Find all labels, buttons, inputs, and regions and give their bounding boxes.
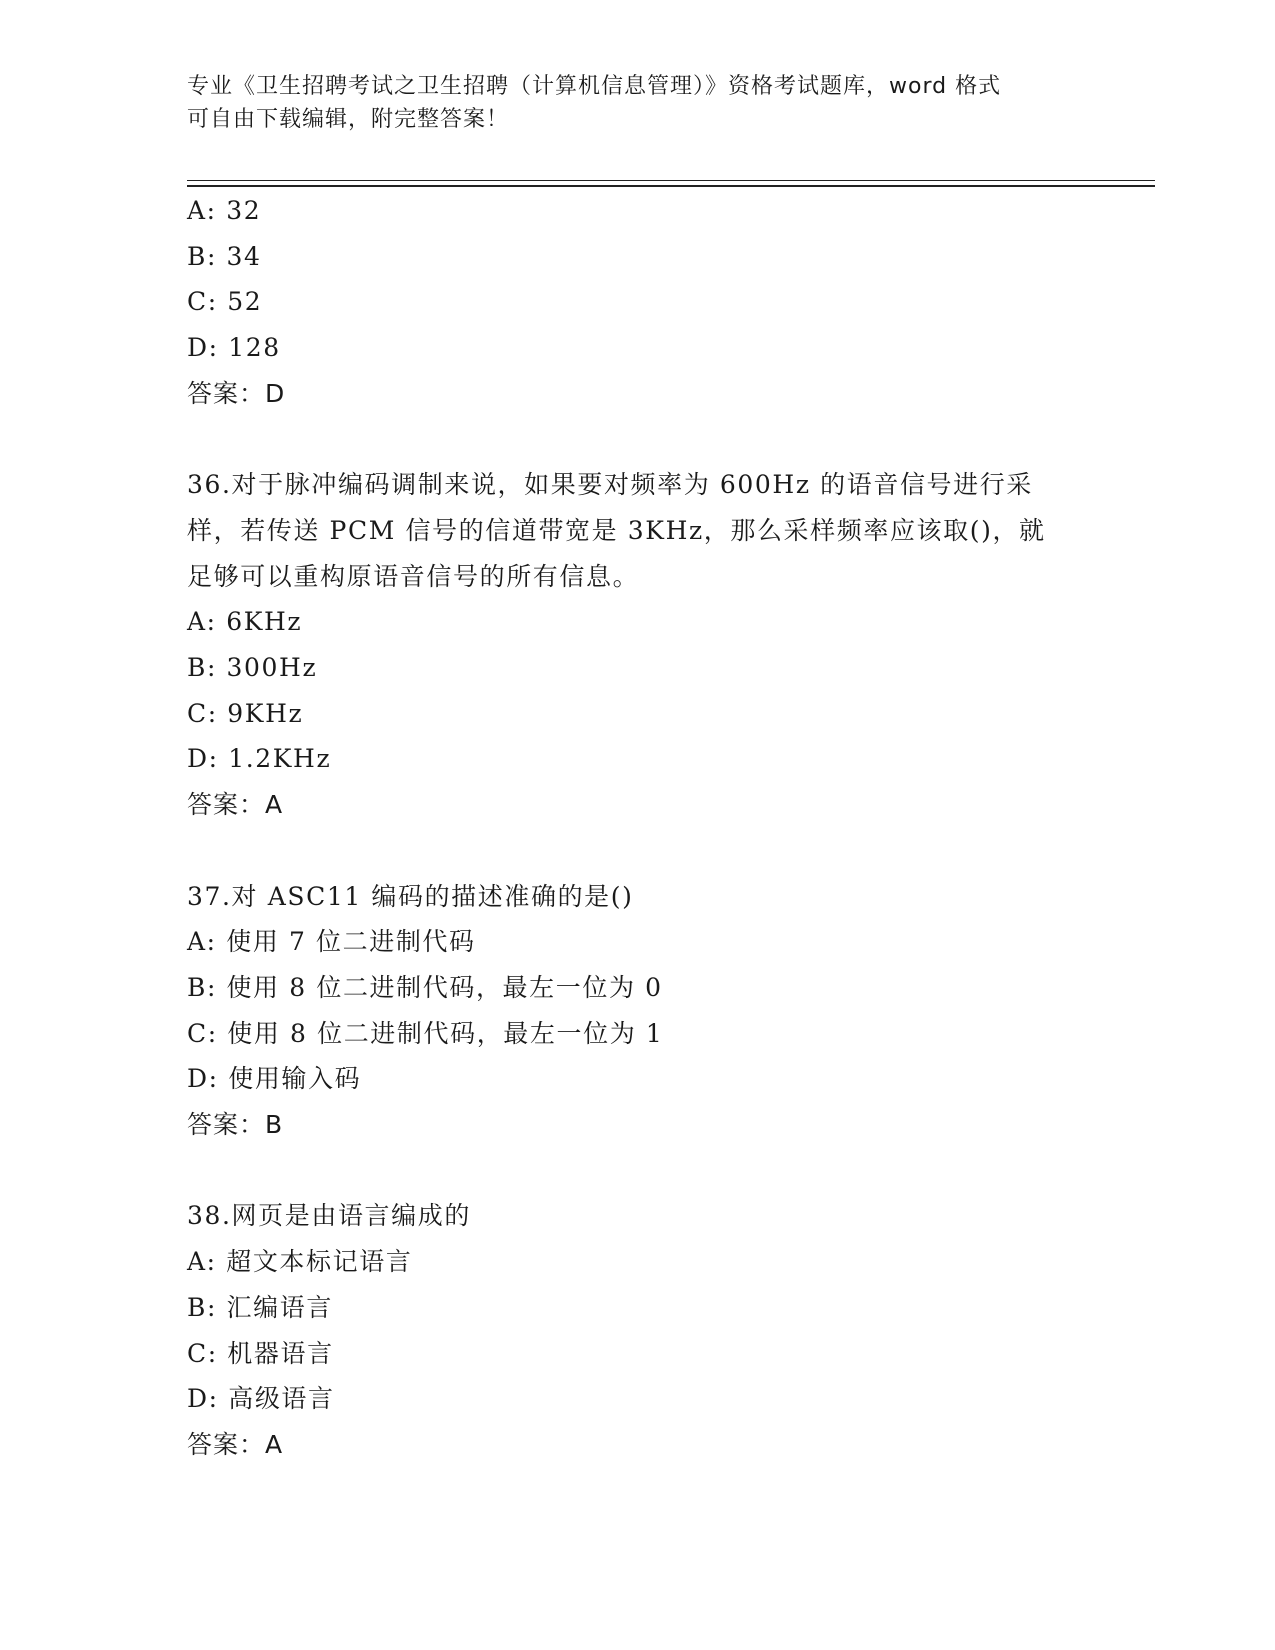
option-d: D: 1.2KHz — [187, 744, 332, 774]
answer-line: 答案：A — [187, 790, 284, 820]
question-gap — [187, 417, 1087, 463]
partial-question — [187, 188, 1087, 417]
option-c: C: 使用 8 位二进制代码，最左一位为 1 — [187, 1018, 664, 1048]
question-38 — [187, 1193, 1087, 1467]
header-rule-thin — [187, 180, 1155, 181]
document-header — [187, 70, 1087, 136]
header-line-2: 可自由下载编辑，附完整答案！ — [187, 107, 510, 132]
answer-line: 答案：D — [187, 378, 286, 408]
option-a: A: 超文本标记语言 — [187, 1247, 413, 1277]
question-stem-line: 足够可以重构原语音信号的所有信息。 — [187, 561, 640, 591]
option-b: B: 汇编语言 — [187, 1292, 333, 1322]
option-b: B: 使用 8 位二进制代码，最左一位为 0 — [187, 972, 663, 1002]
question-stem-line: 37.对 ASC11 编码的描述准确的是() — [187, 881, 634, 911]
header-rule-thick — [187, 185, 1155, 187]
option-c: C: 机器语言 — [187, 1338, 334, 1368]
option-c: C: 52 — [187, 287, 263, 317]
question-stem-line: 样，若传送 PCM 信号的信道带宽是 3KHz，那么采样频率应该取()，就 — [187, 515, 1046, 545]
option-a: A: 6KHz — [187, 607, 303, 637]
header-line-1: 专业《卫生招聘考试之卫生招聘（计算机信息管理）》资格考试题库，word 格式 — [187, 74, 1002, 99]
option-b: B: 34 — [187, 241, 262, 271]
question-36 — [187, 462, 1087, 828]
option-a: A: 使用 7 位二进制代码 — [187, 927, 476, 957]
question-list — [187, 188, 1087, 1468]
option-c: C: 9KHz — [187, 698, 304, 728]
question-stem-line: 38.网页是由语言编成的 — [187, 1201, 471, 1231]
question-gap — [187, 828, 1087, 874]
question-gap — [187, 1148, 1087, 1194]
answer-line: 答案：A — [187, 1429, 284, 1459]
option-d: D: 使用输入码 — [187, 1064, 362, 1094]
option-d: D: 128 — [187, 333, 281, 363]
answer-line: 答案：B — [187, 1110, 284, 1140]
option-a: A: 32 — [187, 196, 262, 225]
question-stem-line: 36.对于脉冲编码调制来说，如果要对频率为 600Hz 的语音信号进行采 — [187, 470, 1033, 500]
question-37 — [187, 874, 1087, 1148]
option-b: B: 300Hz — [187, 653, 318, 683]
option-d: D: 高级语言 — [187, 1384, 335, 1414]
